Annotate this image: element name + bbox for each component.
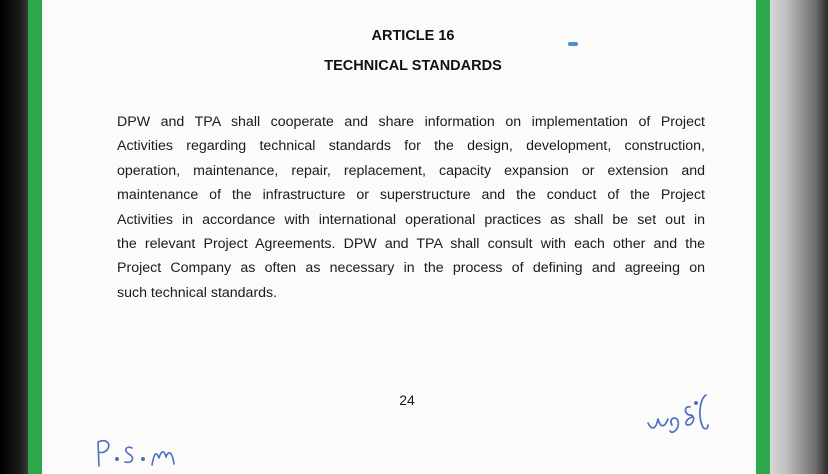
- body-line: operation, maintenance, repair, replacement, capacity expansion or extension and: [117, 162, 705, 179]
- article-body: [117, 110, 705, 305]
- body-line: Activities regarding technical standards for the design, development, construction,: [117, 138, 705, 155]
- article-title: TECHNICAL STANDARDS: [324, 58, 502, 74]
- handwritten-signature: [642, 385, 737, 445]
- right-edge-shadow: [770, 0, 828, 474]
- page-number: 24: [399, 392, 415, 408]
- handwritten-initials-psm: [92, 432, 202, 474]
- body-line: maintenance of the infrastructure or superstructure and the conduct of the Project: [117, 187, 705, 204]
- left-green-border: [28, 0, 42, 474]
- body-line: Activities in accordance with international operational practices as shall be set out in: [117, 211, 705, 228]
- right-green-border: [756, 0, 770, 474]
- article-number: ARTICLE 16: [371, 28, 455, 44]
- ink-mark: [568, 42, 578, 46]
- left-edge-shadow: [0, 0, 28, 474]
- body-line: Project Company as often as necessary in the process of defining and agreeing on: [117, 260, 705, 277]
- body-line: the relevant Project Agreements. DPW and TPA shall consult with each other and the: [117, 236, 705, 253]
- body-line: such technical standards.: [117, 284, 278, 301]
- body-line: DPW and TPA shall cooperate and share information on implementation of Project: [117, 114, 705, 130]
- document-page: [42, 0, 756, 474]
